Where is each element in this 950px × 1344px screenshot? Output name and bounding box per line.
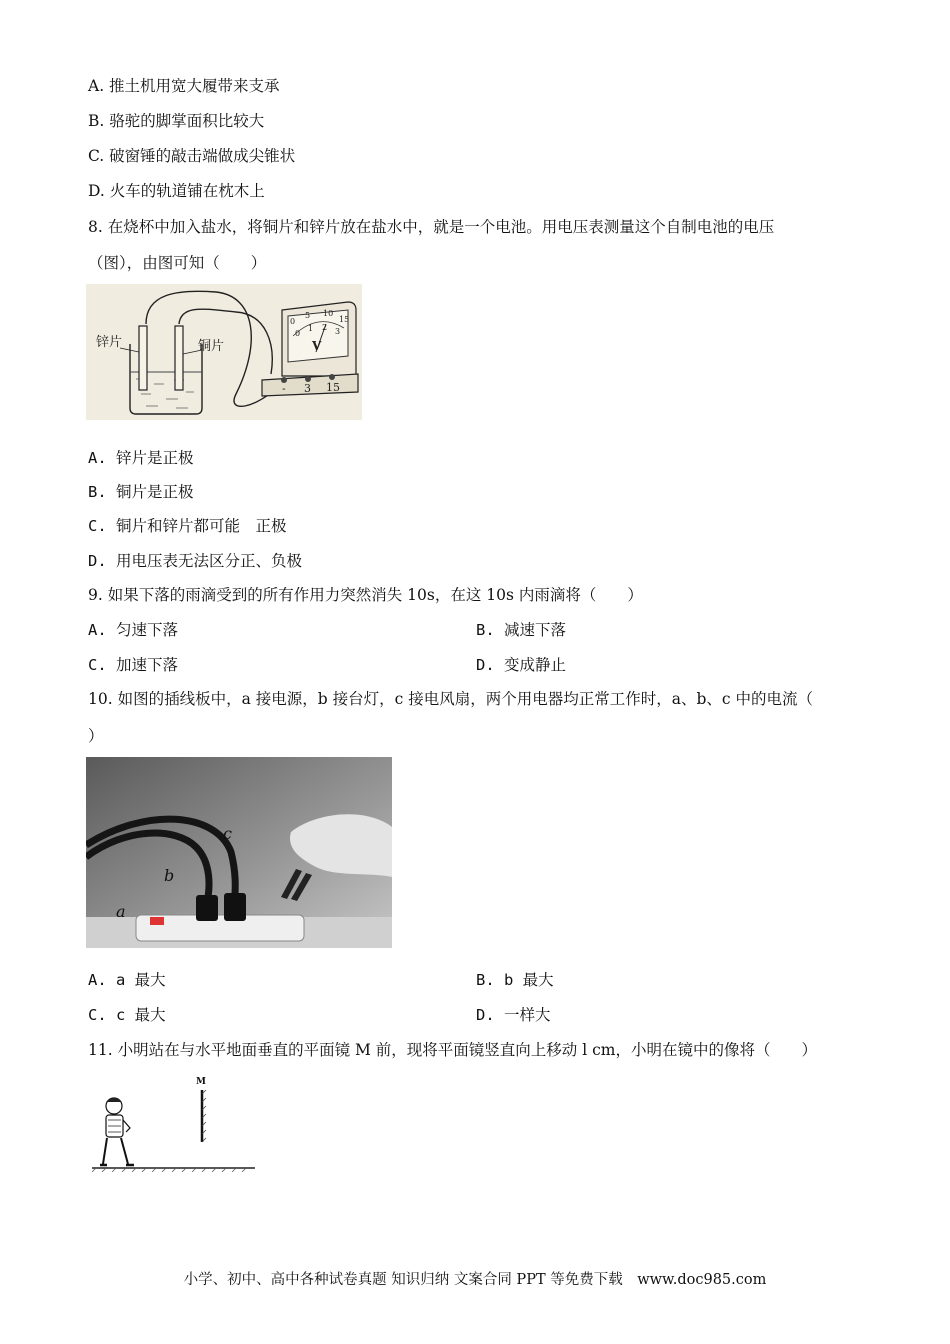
q10-option-b: B. b 最大: [476, 971, 554, 989]
terminal-15: 15: [326, 381, 340, 394]
power-strip-image: [86, 757, 392, 948]
label-zinc-plate: 锌片: [96, 335, 123, 350]
q9-option-a: A. 匀速下落: [88, 621, 178, 639]
page-footer: 小学、初中、高中各种试卷真题 知识归纳 文案合同 PPT 等免费下载 www.doc985.com: [183, 1272, 767, 1288]
option-prev-b: B. 骆驼的脚掌面积比较大: [88, 112, 265, 130]
option-prev-c: C. 破窗锤的敲击端做成尖锥状: [88, 147, 296, 165]
q10-stem-line2: ）: [88, 727, 104, 745]
boy-mirror-diagram: [90, 1072, 260, 1172]
terminal-negative: -: [282, 382, 286, 395]
q8-option-c: C. 铜片和锌片都可能 正极: [88, 517, 287, 535]
q10-option-c: C. c 最大: [88, 1006, 166, 1024]
q8-option-d: D. 用电压表无法区分正、负极: [88, 552, 302, 570]
option-prev-d: D. 火车的轨道铺在枕木上: [88, 182, 265, 200]
voltmeter-letter: V: [312, 339, 322, 353]
q9-option-b: B. 减速下落: [476, 621, 566, 639]
q10-stem-line1: 10. 如图的插线板中，a 接电源，b 接台灯，c 接电风扇，两个用电器均正常工作时，a、b、c 中的电流（: [88, 690, 813, 708]
terminal-3: 3: [304, 382, 311, 395]
scale-top-15: 15: [339, 315, 350, 324]
q8-battery-voltmeter-figure: [86, 284, 362, 420]
scale-bottom-3: 3: [335, 327, 341, 336]
scale-bottom-1: 1: [308, 324, 314, 333]
q8-stem-line1: 8. 在烧杯中加入盐水，将铜片和锌片放在盐水中，就是一个电池。用电压表测量这个自制电池的电压: [88, 218, 775, 236]
q9-option-d: D. 变成静止: [476, 656, 566, 674]
q8-stem-line2: （图），由图可知（ ）: [88, 254, 267, 272]
battery-voltmeter-diagram: [86, 284, 362, 420]
mirror-label: M: [196, 1077, 206, 1087]
q11-stem: 11. 小明站在与水平地面垂直的平面镜 M 前，现将平面镜竖直向上移动 l cm，小明在镜中的像将（ ）: [88, 1041, 817, 1059]
q10-power-strip-photo: [86, 757, 392, 948]
q9-stem: 9. 如果下落的雨滴受到的所有作用力突然消失 10s，在这 10s 内雨滴将（ ）: [88, 586, 643, 604]
label-copper-plate: 铜片: [198, 339, 225, 354]
q9-option-c: C. 加速下落: [88, 656, 178, 674]
scale-top-5: 5: [305, 311, 311, 320]
q10-option-a: A. a 最大: [88, 971, 166, 989]
scale-bottom-2: 2: [322, 323, 328, 332]
option-prev-a: A. 推土机用宽大履带来支承: [88, 77, 280, 95]
q8-option-b: B. 铜片是正极: [88, 483, 194, 501]
q10-option-d: D. 一样大: [476, 1006, 551, 1024]
label-a: a: [116, 902, 126, 921]
label-c: c: [223, 824, 232, 843]
q8-option-a: A. 锌片是正极: [88, 449, 194, 467]
scale-top-10: 10: [323, 309, 334, 318]
scale-top-0: 0: [290, 317, 296, 326]
scale-bottom-0: 0: [295, 329, 301, 338]
label-b: b: [164, 866, 175, 885]
q11-mirror-figure: [90, 1072, 260, 1172]
